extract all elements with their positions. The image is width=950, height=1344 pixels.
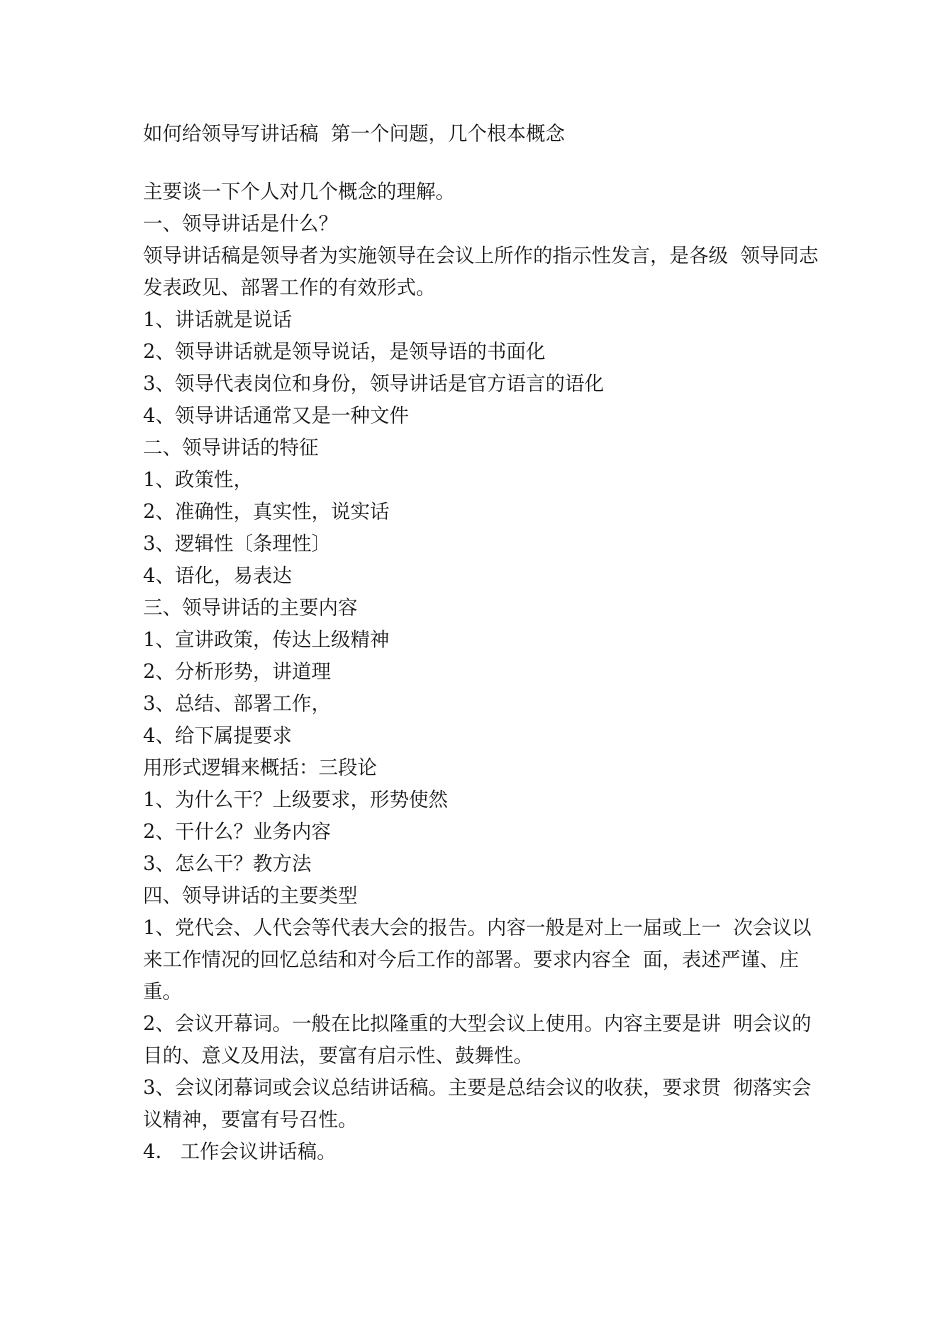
body-line: 一、领导讲话是什么？ bbox=[143, 212, 339, 235]
body-line: 3、总结、部署工作， bbox=[143, 692, 331, 715]
body-line: 4、领导讲话通常又是一种文件 bbox=[143, 404, 409, 427]
body-line: 1、为什么干？上级要求，形势使然 bbox=[143, 788, 448, 811]
document-body bbox=[143, 176, 823, 1168]
body-line: 3、逻辑性〔条理性〕 bbox=[143, 532, 331, 555]
body-line: 二、领导讲话的特征 bbox=[143, 436, 319, 459]
document-title: 如何给领导写讲话稿 第一个问题，几个根本概念 bbox=[143, 122, 565, 145]
body-line: 1、党代会、人代会等代表大会的报告。内容一般是对上一届或上一 次会议以来工作情况的回忆总结和对今后工作的部署。要求内容全 面，表述严谨、庄重。 bbox=[143, 916, 812, 1003]
body-line: 四、领导讲话的主要类型 bbox=[143, 884, 358, 907]
body-line: 用形式逻辑来概括：三段论 bbox=[143, 756, 378, 779]
body-line: 领导讲话稿是领导者为实施领导在会议上所作的指示性发言，是各级 领导同志发表政见、部署工作的有效形式。 bbox=[143, 244, 819, 299]
body-line: 1、宣讲政策，传达上级精神 bbox=[143, 628, 390, 651]
body-line: 4、给下属提要求 bbox=[143, 724, 292, 747]
document-page bbox=[143, 118, 823, 1168]
body-line: 2、分析形势，讲道理 bbox=[143, 660, 331, 683]
body-line: 三、领导讲话的主要内容 bbox=[143, 596, 358, 619]
body-line: 2、领导讲话就是领导说话，是领导语的书面化 bbox=[143, 340, 546, 363]
body-line: 4. 工作会议讲话稿。 bbox=[143, 1140, 337, 1163]
body-line: 2、准确性，真实性，说实话 bbox=[143, 500, 390, 523]
body-line: 3、会议闭幕词或会议总结讲话稿。主要是总结会议的收获，要求贯 彻落实会议精神，要富有号召性。 bbox=[143, 1076, 812, 1131]
body-line: 3、怎么干？教方法 bbox=[143, 852, 312, 875]
body-line: 主要谈一下个人对几个概念的理解。 bbox=[143, 180, 456, 203]
body-line: 1、政策性， bbox=[143, 468, 253, 491]
body-line: 1、讲话就是说话 bbox=[143, 308, 292, 331]
body-line: 3、领导代表岗位和身份，领导讲话是官方语言的语化 bbox=[143, 372, 604, 395]
body-line: 2、干什么？业务内容 bbox=[143, 820, 331, 843]
body-line: 4、语化，易表达 bbox=[143, 564, 292, 587]
body-line: 2、会议开幕词。一般在比拟隆重的大型会议上使用。内容主要是讲 明会议的目的、意义及用法，要富有启示性、鼓舞性。 bbox=[143, 1012, 812, 1067]
